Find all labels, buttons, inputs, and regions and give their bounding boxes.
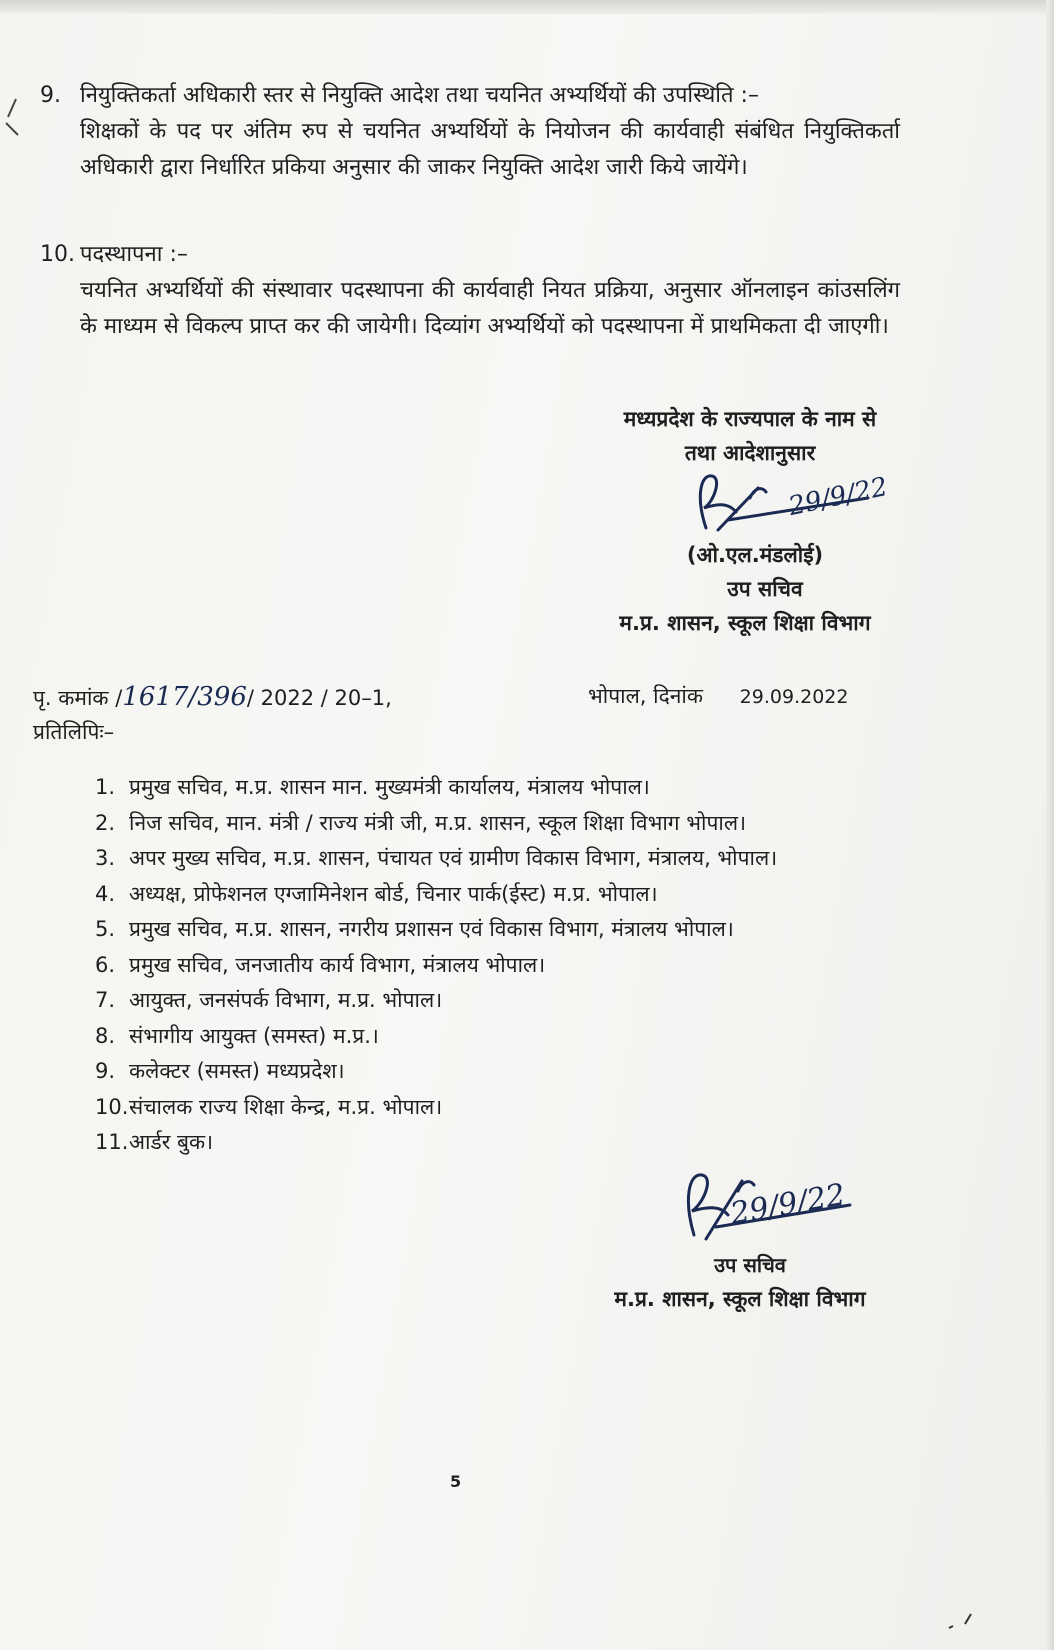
list-item: 5. प्रमुख सचिव, म.प्र. शासन, नगरीय प्रशासन एवं विकास विभाग, मंत्रालय भोपाल।: [95, 917, 734, 941]
list-item: 2. निज सचिव, मान. मंत्री / राज्य मंत्री जी, म.प्र. शासन, स्कूल शिक्षा विभाग भोपाल।: [95, 810, 747, 835]
paragraph-body: चयनित अभ्यर्थियों की संस्थावार पदस्थापना की कार्यवाही नियत प्रक्रिया, अनुसार ऑनलाइन कांउसलिंग के माध्यम से विकल्प प्राप्त कर की जायेगी। दिव्यांग अभ्यर्थियों को पदस्थापना में प्राथमिकता दी जाएगी।: [80, 278, 900, 339]
paragraph-heading: पदस्थापना :–: [80, 242, 188, 267]
paragraph-heading: नियुक्तिकर्ता अधिकारी स्तर से नियुक्ति आदेश तथा चयनित अभ्यर्थियों की उपस्थिति :–: [80, 83, 759, 108]
officer-details: [565, 538, 925, 640]
list-item: 3. अपर मुख्य सचिव, म.प्र. शासन, पंचायत एवं ग्रामीण विकास विभाग, मंत्रालय, भोपाल।: [95, 846, 778, 870]
closing-department: म.प्र. शासन, स्कूल शिक्षा विभाग: [614, 1287, 866, 1311]
margin-tick-mark: [2, 95, 22, 145]
closing-signature: [680, 1165, 880, 1245]
copy-recipients-list: [95, 770, 955, 1161]
paragraph-number: 10.: [40, 242, 75, 267]
list-item: 8. संभागीय आयुक्त (समस्त) म.प्र.।: [95, 1023, 379, 1048]
officer-signature: [688, 468, 891, 538]
page-edge: [1046, 0, 1054, 1650]
list-item: 11.आर्डर बुक।: [95, 1130, 214, 1154]
paragraph-9: [40, 78, 940, 228]
officer-name: (ओ.एल.मंडलोई): [686, 543, 824, 567]
officer-department: म.प्र. शासन, स्कूल शिक्षा विभाग: [619, 611, 871, 635]
list-item: 9. कलेक्टर (समस्त) मध्यप्रदेश।: [95, 1059, 345, 1083]
margin-tick-mark: [945, 1612, 975, 1632]
copy-label: प्रतिलिपिः–: [33, 720, 115, 744]
list-item: 1. प्रमुख सचिव, म.प्र. शासन मान. मुख्यमंत्री कार्यालय, मंत्रालय भोपाल।: [95, 775, 650, 799]
paragraph-body: शिक्षकों के पद पर अंतिम रुप से चयनित अभ्यर्थियों के नियोजन की कार्यवाही संबंधित नियुक्तिकर्ता अधिकारी द्वारा निर्धारित प्रकिया अनुसार की जाकर नियुक्ति आदेश जारी किये जायेंगे।: [80, 119, 900, 180]
list-item: 6. प्रमुख सचिव, जनजातीय कार्य विभाग, मंत्रालय भोपाल।: [95, 952, 546, 977]
officer-designation: उप सचिव: [727, 577, 803, 601]
list-item: 7. आयुक्त, जनसंपर्क विभाग, म.प्र. भोपाल।: [95, 988, 443, 1012]
page-number: 5: [450, 1472, 462, 1491]
authority-line-1: मध्यप्रदेश के राज्यपाल के नाम से: [623, 407, 877, 431]
issue-date: 29.09.2022: [739, 686, 849, 708]
signature-date: 29/9/22: [727, 1177, 848, 1232]
reference-suffix: 2022 / 20–1,: [260, 686, 392, 710]
reference-line: पृ. कमांक /1617/396/ 2022 / 20–1,: [33, 682, 392, 712]
list-item: 4. अध्यक्ष, प्रोफेशनल एग्जामिनेशन बोर्ड, चिनार पार्क(ईस्ट) म.प्र. भोपाल।: [95, 881, 658, 906]
signature-date: 29/9/22: [785, 471, 891, 523]
list-item: 10.संचालक राज्य शिक्षा केन्द्र, म.प्र. भोपाल।: [95, 1094, 443, 1119]
closing-block: [580, 1248, 900, 1316]
authority-line-2: तथा आदेशानुसार: [684, 441, 816, 465]
paragraph-10: [40, 237, 940, 387]
page-fold-shadow: [0, 0, 1054, 14]
place-date-line: [588, 682, 848, 710]
reference-prefix: पृ. कमांक: [33, 686, 109, 710]
authority-block: [570, 402, 930, 470]
paragraph-number: 9.: [40, 83, 61, 108]
place-label: भोपाल, दिनांक: [588, 684, 703, 708]
closing-designation: उप सचिव: [714, 1253, 786, 1277]
reference-handwritten-number: 1617/396: [122, 682, 247, 712]
